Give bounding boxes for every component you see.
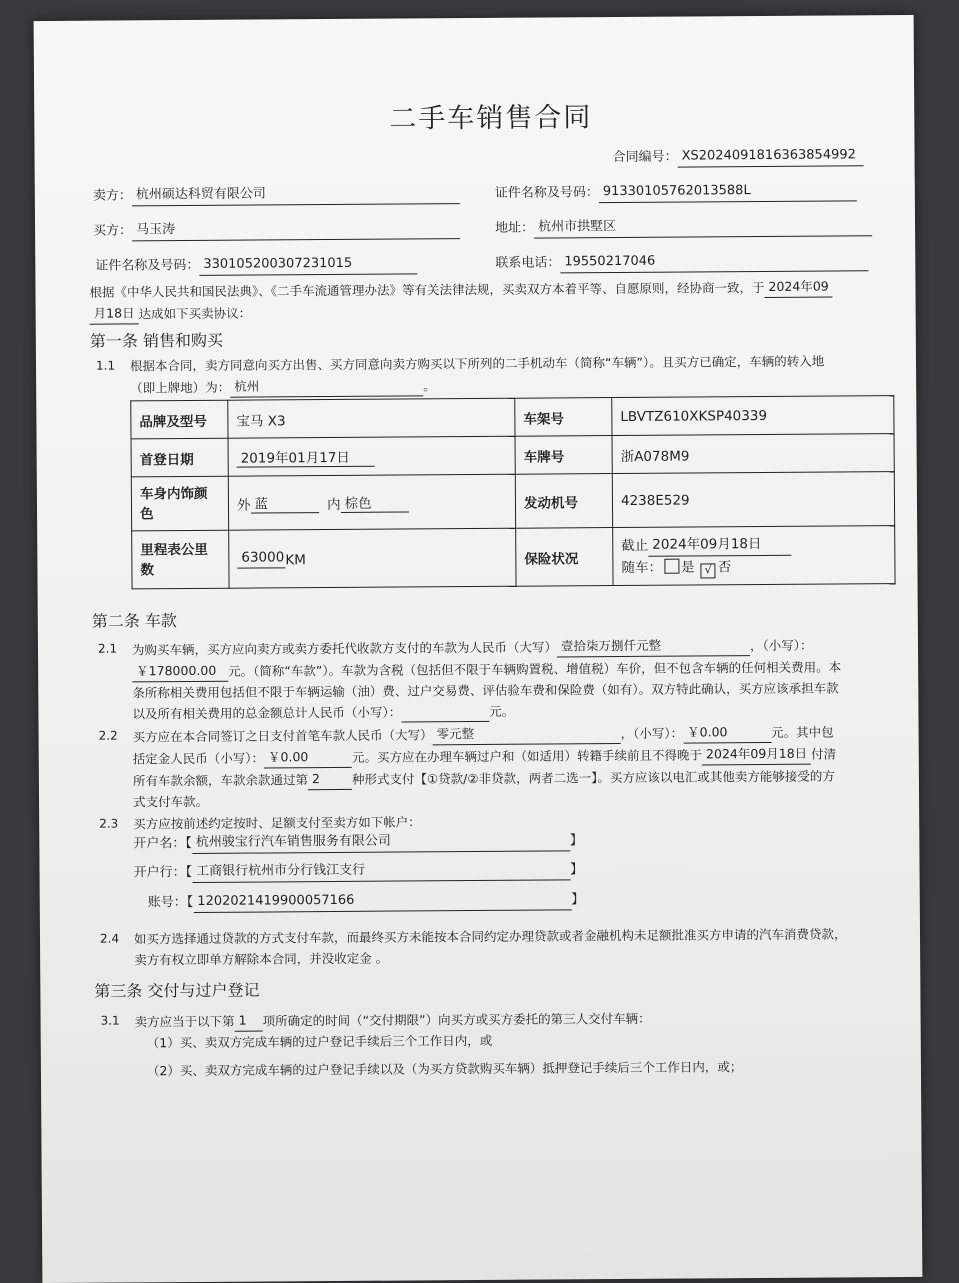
clause-2-1-line4: 以及所有相关费用的总金额总计人民币（小写）：: [132, 704, 402, 722]
clause-2-4-line2: 卖方有权立即单方解除本合同，并没收定金 。: [134, 950, 389, 968]
buyer-address-value: 杭州市拱墅区: [534, 215, 872, 238]
table-row: [131, 396, 894, 439]
clause-2-1-line1b: ，（小写）：: [749, 637, 813, 654]
clause-1-1-number: 1.1: [95, 358, 116, 373]
account-number-label: 账号：【: [147, 894, 194, 911]
engine-label: 发动机号: [515, 474, 612, 529]
insurance-cell: [613, 526, 895, 586]
account-number-row: [148, 889, 585, 913]
clause-3-1: [135, 1005, 907, 1032]
seller-id-value: 91330105762013588L: [599, 180, 857, 203]
clause-3-1-b: 项所确定的时间（“交付期限”）向买方或买方委托的第三人交付车辆：: [262, 1010, 651, 1029]
preamble-text: 根据《中华人民共和国民法典》、《二手车流通管理办法》等有关法律法规，买卖双方本着平等、自愿原则，经协商一致，于: [89, 279, 765, 300]
clause-2-1-line4-end: 元。: [489, 703, 515, 719]
clause-3-1-number: 3.1: [100, 1013, 120, 1028]
clause-1-1-text2: （即上牌地）为：: [130, 379, 231, 396]
first-payment-uppercase: 零元整: [433, 722, 621, 745]
seller-name: 杭州硕达科贸有限公司: [132, 183, 460, 206]
vin-label: 车架号: [515, 398, 612, 437]
preamble: [89, 275, 899, 325]
yes-label: 是: [680, 559, 695, 576]
seller-label: 卖方：: [92, 188, 132, 204]
account-name-label: 开户名：【: [133, 836, 192, 852]
vin-value: LBVTZ610XKSP40339: [612, 396, 894, 436]
clause-1-1-end: 。: [423, 378, 436, 394]
insurance-prefix: 截止: [621, 537, 649, 554]
account-name-row: [133, 830, 583, 854]
engine-value: 4238E529: [612, 472, 894, 528]
price-lowercase: ￥178000.00: [132, 660, 228, 683]
table-row: [131, 472, 894, 531]
preamble-date-part1: 2024年09: [764, 276, 832, 298]
clause-1-1-text: 根据本合同，卖方同意向买方出售、买方同意向卖方购买以下所列的二手机动车（简称“车辆”）。且买方已确定，车辆的转入地: [129, 353, 825, 374]
section-1-title: 第一条 销售和购买: [89, 330, 223, 351]
vehicle-table: [130, 395, 895, 589]
plate-value: 浙A078M9: [612, 434, 894, 474]
interior-color: 棕色: [340, 491, 408, 512]
clause-3-1-a: 卖方应当于以下第: [134, 1013, 235, 1030]
clause-1-1: [130, 350, 900, 398]
buyer-id-value: 330105200307231015: [199, 253, 417, 276]
clause-2-2-number: 2.2: [98, 728, 118, 743]
clause-2-2-line3a: 所有车款余额，车款余款通过第: [132, 772, 308, 789]
table-row: [131, 434, 894, 477]
contract-number-value: XS2024091816363854992: [678, 145, 864, 167]
delivery-item-number: 1: [235, 1010, 263, 1032]
payment-method-number: 2: [308, 768, 352, 790]
brand-value: 宝马 X3: [228, 398, 515, 438]
bank-bracket: 】: [570, 862, 584, 878]
insurance-label: 保险状况: [516, 528, 613, 587]
total-amount-blank: [401, 703, 489, 723]
checkbox-no-checked[interactable]: √: [701, 563, 716, 578]
buyer-phone-value: 19550217046: [560, 250, 868, 273]
buyer-address-label: 地址：: [495, 220, 535, 236]
account-number-value: 1202021419900057166: [193, 889, 571, 913]
buyer-row: [93, 218, 460, 242]
clause-2-2-line2b: 元。买方应在办理车辆过户和（如适用）转籍手续前且不得晚于: [351, 747, 703, 765]
clause-2-2-line1a: 买方应在本合同签订之日支付首笔车款人民币（大写）: [132, 727, 433, 745]
account-number-bracket: 】: [571, 892, 585, 908]
seller-id-label: 证件名称及号码：: [494, 185, 599, 201]
mileage-cell: [229, 528, 516, 588]
clause-2-1-number: 2.1: [97, 641, 118, 656]
insurance-date: 2024年09月18日: [648, 533, 791, 557]
clause-2-2-line4: 式支付车款。: [133, 793, 209, 810]
mileage-label: 里程表公里数: [132, 530, 229, 589]
checkbox-yes[interactable]: [664, 559, 679, 574]
bank-row: [133, 859, 583, 883]
first-payment-lowercase: ￥0.00: [683, 721, 771, 744]
document-title: 二手车销售合同: [389, 102, 593, 135]
clause-2-2-line1c: 元。其中包: [771, 724, 834, 740]
contract-sheet: [34, 15, 923, 1283]
account-name-value: 杭州骏宝行汽车销售服务有限公司: [192, 830, 570, 854]
clause-2-2-line3b: 种形式支付【①贷款/②非贷款，两者二选一】。买方应该以电汇或其他卖方能够接受的方: [351, 768, 835, 787]
section-3-title: 第三条 交付与过户登记: [94, 980, 260, 1001]
price-uppercase: 壹拾柒万捌仟元整: [557, 634, 750, 657]
clause-2-4: [134, 923, 906, 970]
clause-2-1-line3: 条所称相关费用包括但不限于车辆运输（油）费、过户交易费、评估验车费和保险费（如有）。双方特此确认，买方应该承担车款: [132, 680, 839, 701]
deposit-amount: ￥0.00: [264, 746, 352, 769]
seller-row: [93, 183, 460, 207]
clause-2-2: [133, 720, 906, 812]
buyer-phone-row: [495, 250, 868, 274]
exterior-color: 蓝: [250, 492, 318, 513]
buyer-phone-label: 联系电话：: [495, 255, 561, 271]
clause-2-2-line2c: 付清: [811, 746, 837, 762]
mileage-value: 63000: [237, 549, 285, 568]
no-label: 否: [717, 559, 732, 576]
clause-2-4-line1: 如买方选择通过贷款的方式支付车款，而最终买方未能按本合同约定办理贷款或者金融机构未足额批准买方申请的汽车消费贷款，: [133, 926, 847, 947]
mileage-unit: KM: [285, 552, 306, 569]
bank-value: 工商银行杭州市分行钱江支行: [192, 859, 570, 883]
reg-date-label: 首登日期: [131, 438, 228, 477]
seller-id-row: [495, 180, 857, 204]
section-2-title: 第二条 车款: [91, 611, 177, 631]
account-name-bracket: 】: [569, 833, 583, 849]
table-row: [132, 526, 895, 589]
clause-2-3-number: 2.3: [99, 816, 119, 831]
brand-label: 品牌及型号: [131, 400, 228, 439]
clause-2-2-line1b: ，（小写）：: [620, 725, 684, 742]
bank-label: 开户行：【: [133, 865, 193, 881]
preamble-date-part2: 月18日: [90, 302, 139, 324]
buyer-label: 买方：: [93, 223, 133, 239]
plate-label: 车牌号: [515, 436, 612, 475]
color-cell: [228, 474, 515, 530]
clause-2-4-number: 2.4: [99, 931, 120, 946]
final-payment-date: 2024年09月18日: [702, 743, 811, 766]
interior-prefix: 内: [327, 496, 341, 514]
clause-2-1-line2: 元。（简称“车款”）。车款为含税（包括但不限于车辆购置税、增值税）车价，但不包含车辆的任何相关费用。本: [228, 659, 842, 679]
clause-2-1: [132, 633, 905, 724]
buyer-address-row: [495, 215, 872, 239]
clause-2-1-line1a: 为购买车辆，买方应向卖方或卖方委托代收款方支付的车款为人民币（大写）: [131, 639, 558, 658]
contract-number-label: 合同编号：: [612, 149, 678, 166]
contract-number: [612, 145, 863, 168]
buyer-id-label: 证件名称及号码：: [95, 257, 200, 274]
color-label: 车身内饰颜色: [131, 476, 228, 531]
reg-date-cell: [228, 436, 515, 476]
reg-date-value: 2019年01月17日: [237, 446, 375, 468]
destination-city: 杭州: [230, 374, 423, 397]
clause-2-3-line1: 买方应按前述约定按时、足额支付至卖方如下帐户：: [133, 814, 421, 832]
buyer-name: 马玉涛: [132, 218, 460, 241]
with-car-label: 随车：: [621, 559, 662, 576]
buyer-id-row: [95, 253, 417, 276]
clause-3-1-item1: （1）买、卖双方完成车辆的过户登记手续后三个工作日内，或: [146, 1032, 493, 1051]
clause-3-1-item2: （2）买、卖双方完成车辆的过户登记手续以及（为买方贷款购买车辆）抵押登记手续后三个工作日内，或；: [146, 1059, 743, 1079]
exterior-prefix: 外: [236, 497, 251, 514]
preamble-tail: 达成如下买卖协议：: [138, 305, 252, 322]
clause-2-2-line2a: 括定金人民币（小写）：: [132, 750, 265, 767]
